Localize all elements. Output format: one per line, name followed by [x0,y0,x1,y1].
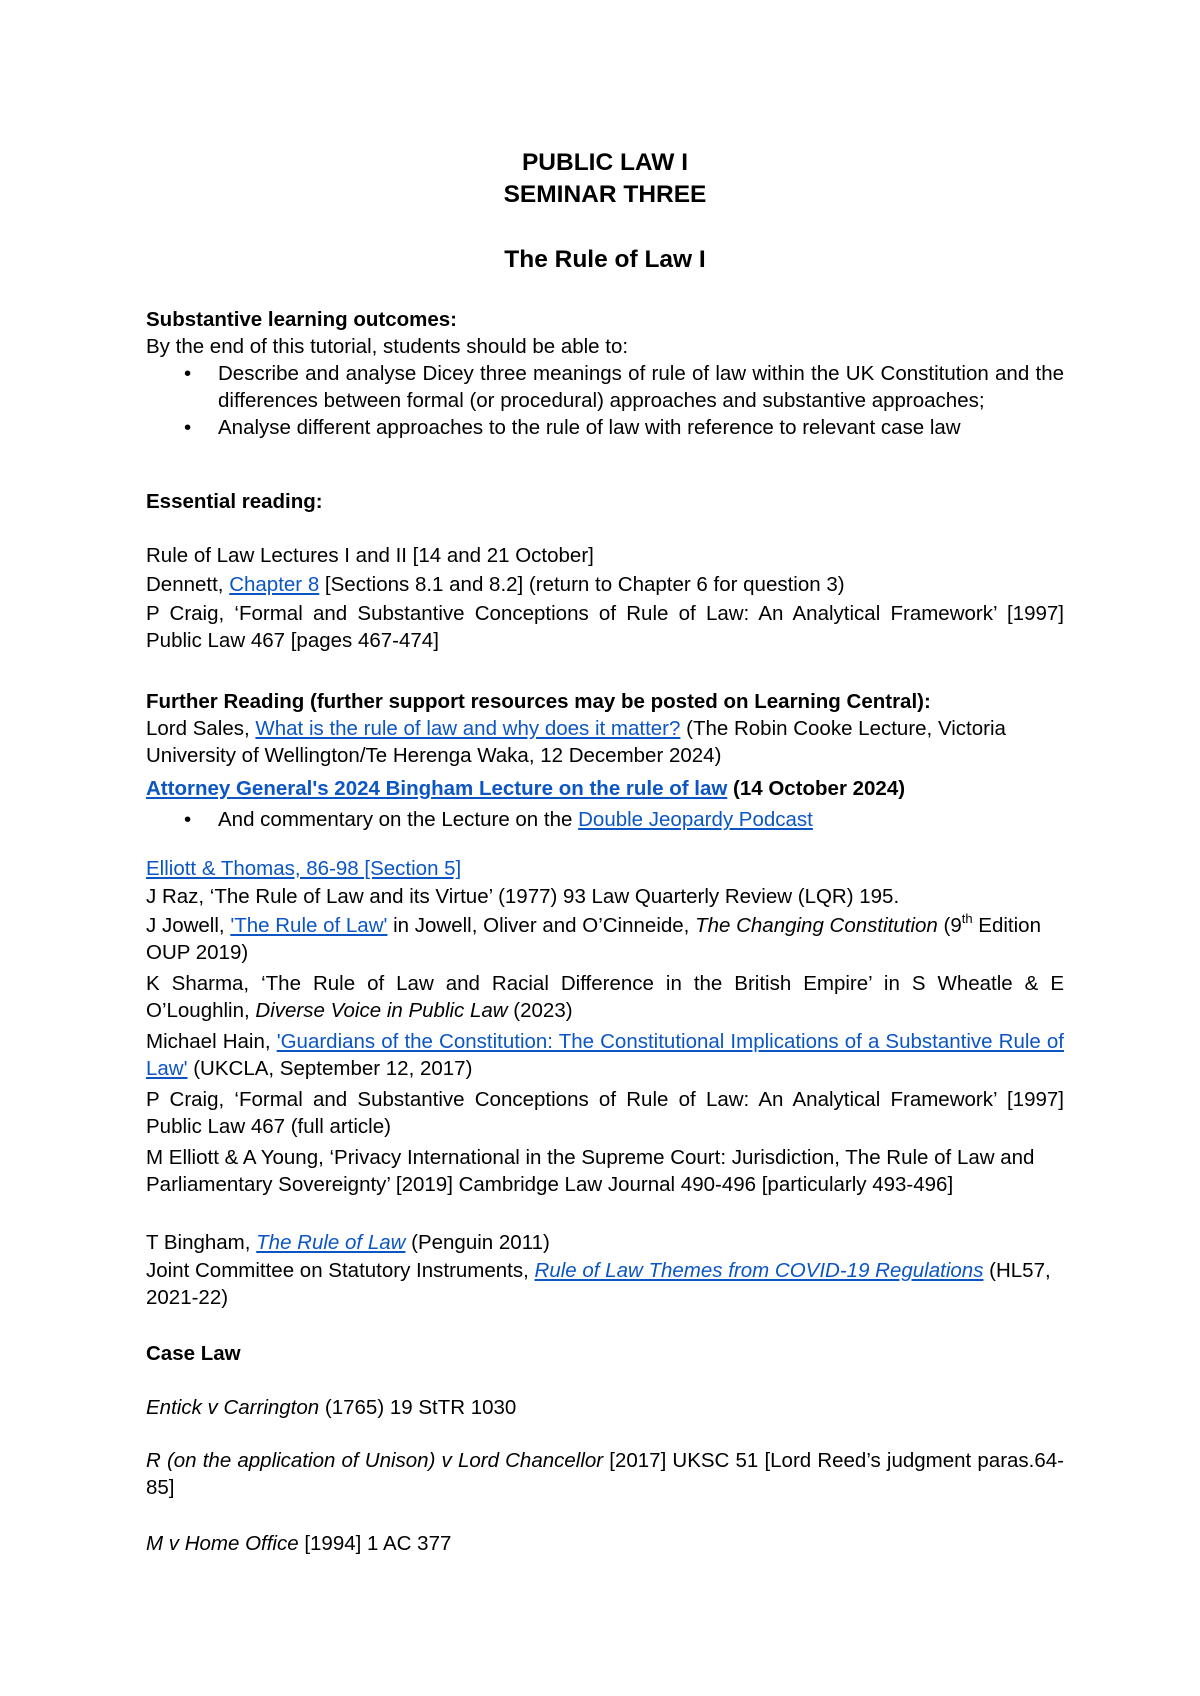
further-bingham: T Bingham, The Rule of Law (Penguin 2011) [146,1231,550,1254]
further-elliott-young: M Elliott & A Young, ‘Privacy International in the Supreme Court: Jurisdiction, The Rule of Law and Parliamentary Sovereignty’ [2019] Cambridge Law Journal 490-496 [particularly 493-496] [146,1146,1035,1196]
essential-heading: Essential reading: [146,490,323,513]
page-title: The Rule of Law I [504,246,706,273]
bingham-lecture-link[interactable]: Attorney General's 2024 Bingham Lecture on the rule of law [146,777,728,800]
jowell-link[interactable]: 'The Rule of Law' [230,914,388,937]
bullet-icon: • [184,362,192,385]
further-elliott [146,855,1064,882]
podcast-link[interactable]: Double Jeopardy Podcast [578,808,813,831]
further-jcsi: Joint Committee on Statutory Instruments, Rule of Law Themes from COVID-19 Regulations (HL57, 2021-22) [146,1259,1051,1309]
further-heading: Further Reading (further support resources may be posted on Learning Central): [146,690,931,713]
further-sharma: K Sharma, ‘The Rule of Law and Racial Difference in the British Empire’ in S Wheatle & E O’Loughlin, Diverse Voice in Public Law (2023) [146,972,1064,1022]
jcsi-report-link[interactable]: Rule of Law Themes from COVID-19 Regulations [534,1259,984,1282]
elliott-thomas-link[interactable]: Elliott & Thomas, 86-98 [Section 5] [146,857,462,880]
essential-reading-1: Rule of Law Lectures I and II [14 and 21 October] [146,544,594,567]
case-unison: R (on the application of Unison) v Lord Chancellor [2017] UKSC 51 [Lord Reed’s judgment paras.64-85] [146,1449,1064,1499]
list-item: • Analyse different approaches to the rule of law with reference to relevant case law [184,416,961,439]
caselaw-heading: Case Law [146,1342,241,1365]
further-craig: P Craig, ‘Formal and Substantive Conceptions of Rule of Law: An Analytical Framework’ [1997] Public Law 467 (full article) [146,1088,1064,1138]
further-sales: Lord Sales, What is the rule of law and why does it matter? (The Robin Cooke Lecture, Victoria University of Wellington/Te Herenga Waka, 12 December 2024) [146,717,1006,767]
seminar-title: SEMINAR THREE [503,181,707,208]
list-item: • Describe and analyse Dicey three meanings of rule of law within the UK Constitution and the differences between formal (or procedural) approaches and substantive approaches; [184,362,1064,412]
bullet-icon: • [184,416,192,439]
essential-reading-3: P Craig, ‘Formal and Substantive Conceptions of Rule of Law: An Analytical Framework’ [1997] Public Law 467 [pages 467-474] [146,602,1064,652]
document-header [146,147,1064,211]
course-title: PUBLIC LAW I [521,149,689,176]
outcomes-intro: By the end of this tutorial, students should be able to: [146,335,629,358]
outcomes-heading: Substantive learning outcomes: [146,308,457,331]
further-raz: J Raz, ‘The Rule of Law and its Virtue’ (1977) 93 Law Quarterly Review (LQR) 195. [146,885,900,908]
further-commentary [146,806,1064,833]
outcomes-section [146,306,1064,441]
list-item: • And commentary on the Lecture on the Double Jeopardy Podcast [184,808,813,831]
sales-lecture-link[interactable]: What is the rule of law and why does it matter? [255,717,681,740]
chapter-8-link[interactable]: Chapter 8 [229,573,320,596]
essential-reading-2: Dennett, Chapter 8 [Sections 8.1 and 8.2] (return to Chapter 6 for question 3) [146,573,845,596]
case-entick: Entick v Carrington (1765) 19 StTR 1030 [146,1396,517,1419]
bingham-book-link[interactable]: The Rule of Law [256,1231,406,1254]
outcomes-list [146,360,1064,441]
case-m-v-home-office: M v Home Office [1994] 1 AC 377 [146,1532,452,1555]
further-jowell: J Jowell, 'The Rule of Law' in Jowell, Oliver and O’Cinneide, The Changing Constitution (9th Edition OUP 2019) [146,911,1041,964]
further-hain: Michael Hain, 'Guardians of the Constitution: The Constitutional Implications of a Substantive Rule of Law' (UKCLA, September 12, 2017) [146,1030,1064,1080]
hain-link[interactable]: 'Guardians of the Constitution: The Constitutional Implications of a Substantive Rule of Law' [146,1030,1064,1080]
further-ag: Attorney General's 2024 Bingham Lecture on the rule of law (14 October 2024) [146,777,906,800]
bullet-icon: • [184,808,192,831]
